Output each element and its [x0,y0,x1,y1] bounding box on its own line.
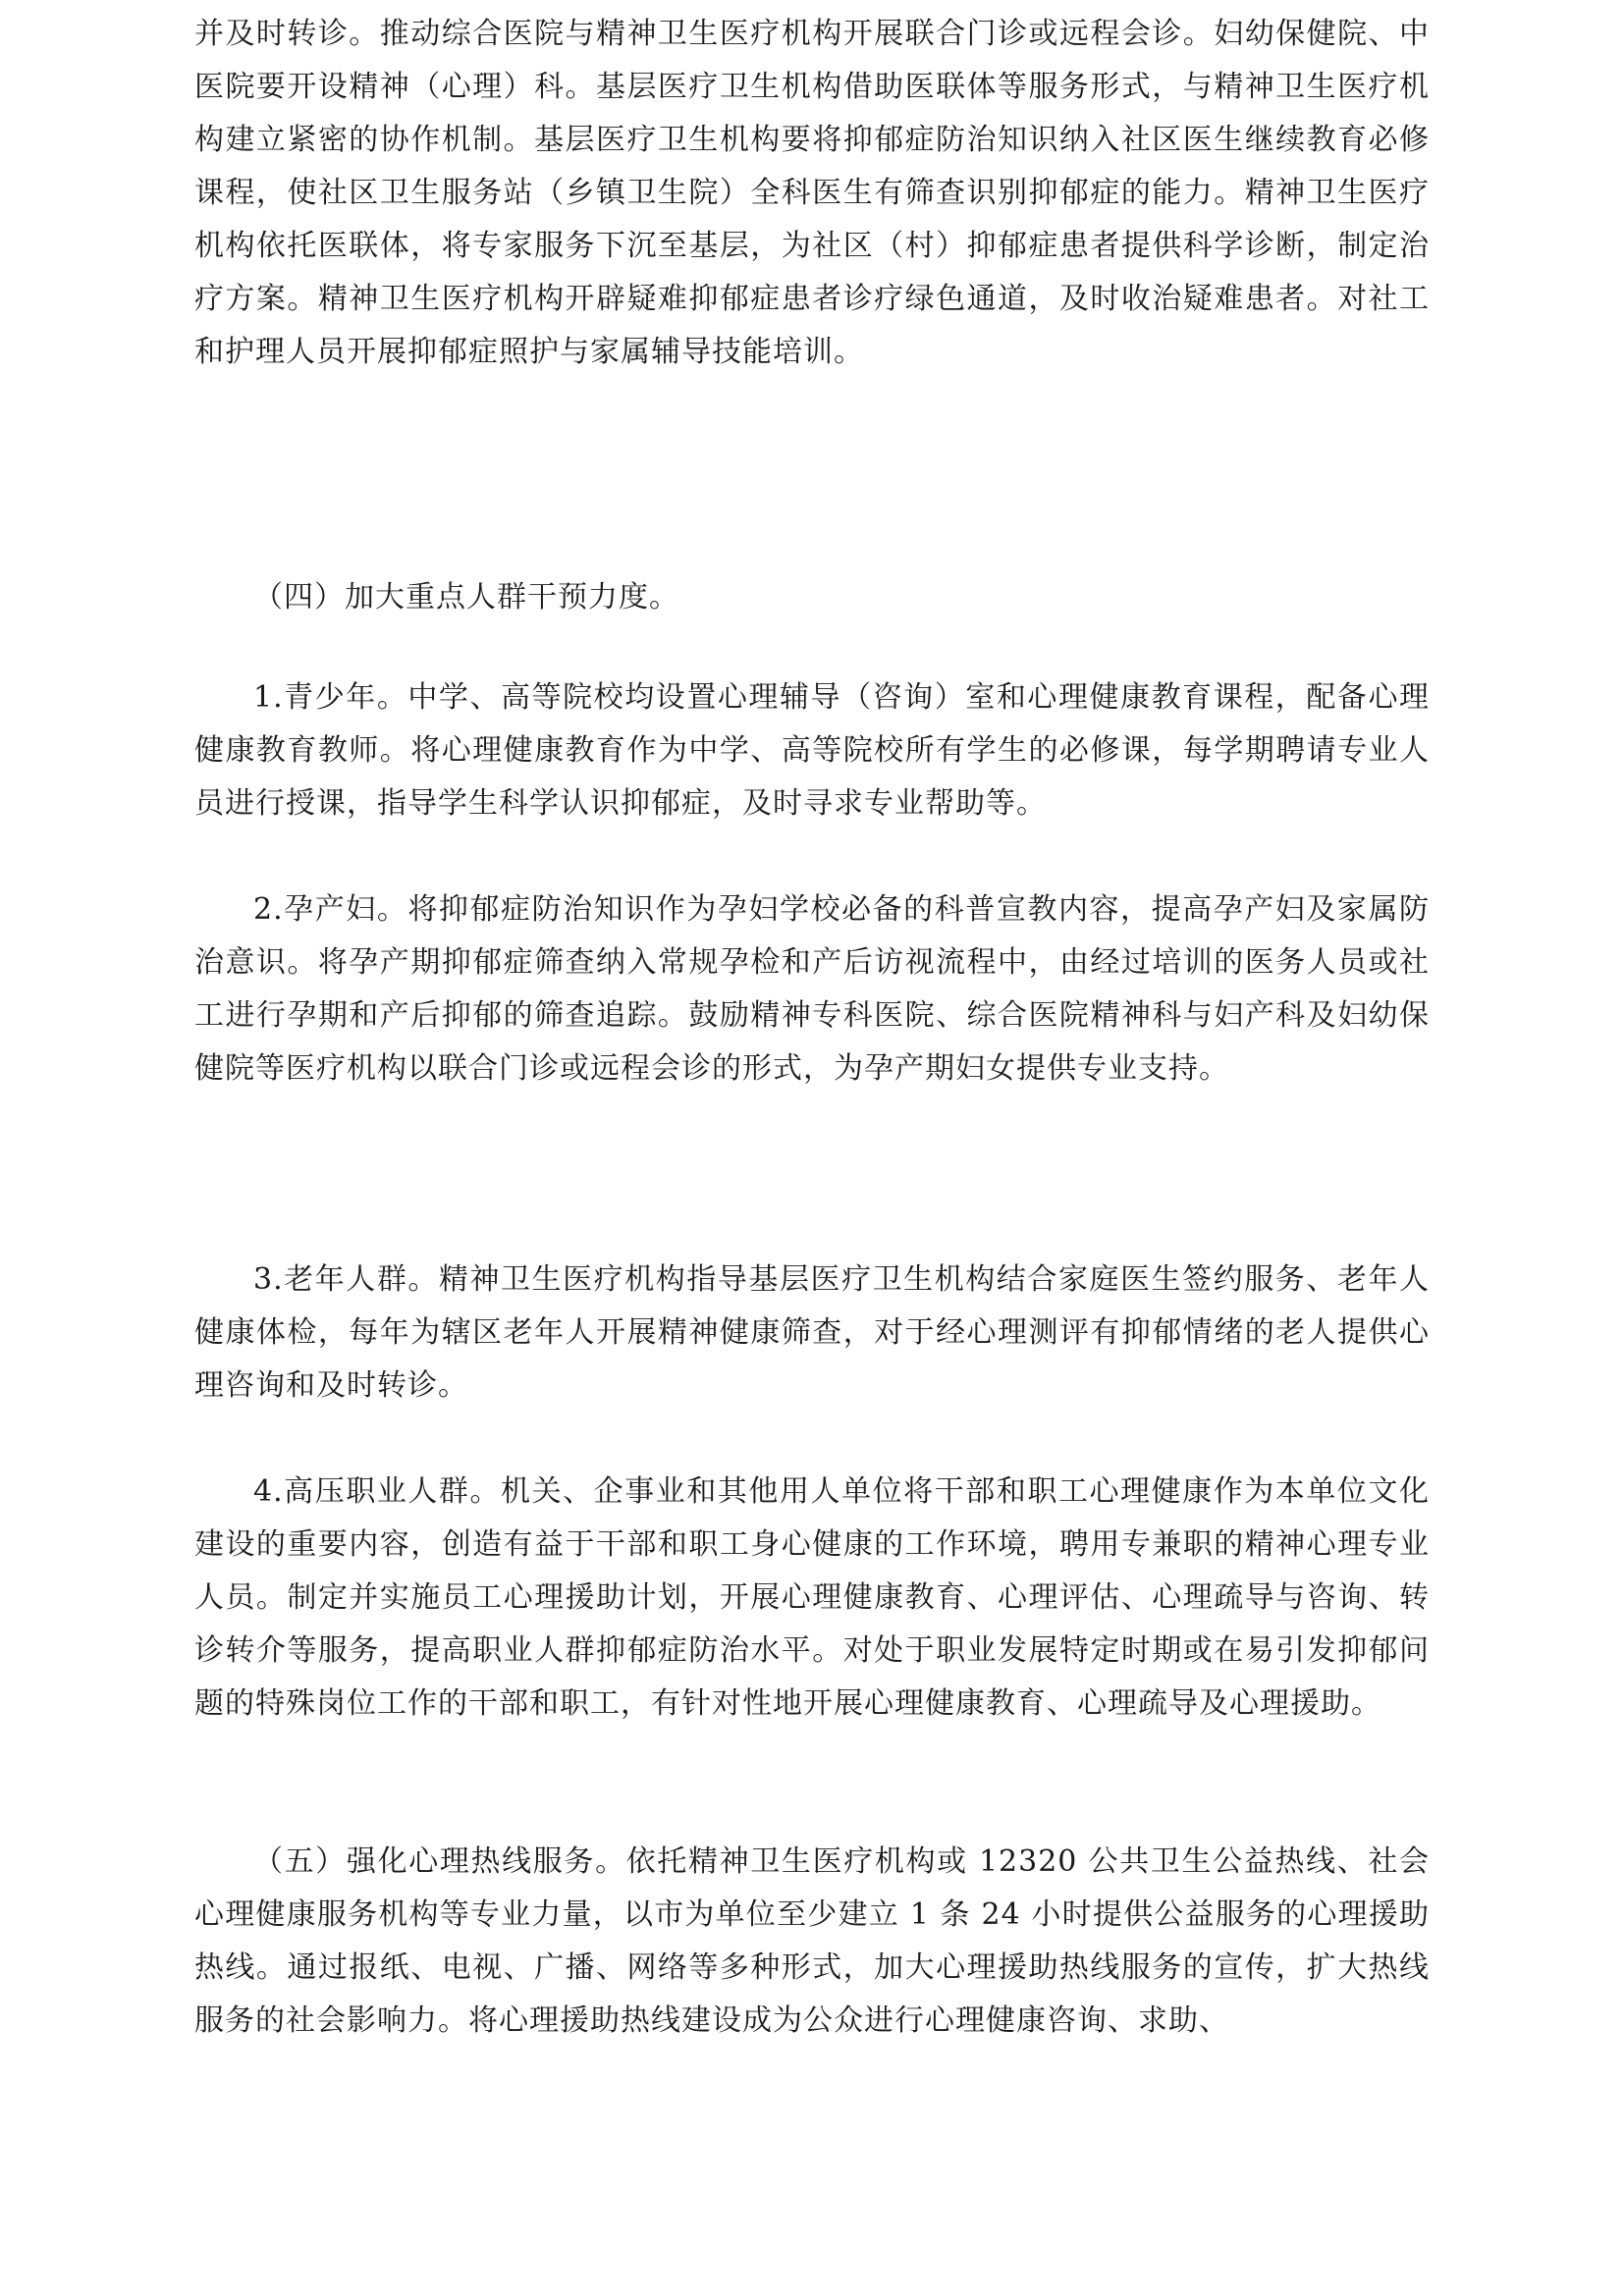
section-heading-four: （四）加大重点人群干预力度。 [253,580,679,614]
paragraph-elderly: 3.老年人群。精神卫生医疗机构指导基层医疗卫生机构结合家庭医生签约服务、老年人健康体检，每年为辖区老年人开展精神健康筛查，对于经心理测评有抑郁情绪的老人提供心理咨询和及时转诊。 [194,1262,1430,1403]
paragraph-pregnant-women: 2.孕产妇。将抑郁症防治知识作为孕妇学校必备的科普宣教内容，提高孕产妇及家属防治意识。将孕产期抑郁症筛查纳入常规孕检和产后访视流程中，由经过培训的医务人员或社工进行孕期和产后抑郁的筛查追踪。鼓励精神专科医院、综合医院精神科与妇产科及妇幼保健院等医疗机构以联合门诊或远程会诊的形式，为孕产期妇女提供专业支持。 [194,892,1430,1086]
paragraph-continuation: 并及时转诊。推动综合医院与精神卫生医疗机构开展联合门诊或远程会诊。妇幼保健院、中医院要开设精神（心理）科。基层医疗卫生机构借助医联体等服务形式，与精神卫生医疗机构建立紧密的协作机制。基层医疗卫生机构要将抑郁症防治知识纳入社区医生继续教育必修课程，使社区卫生服务站（乡镇卫生院）全科医生有筛查识别抑郁症的能力。精神卫生医疗机构依托医联体，将专家服务下沉至基层，为社区（村）抑郁症患者提供科学诊断，制定治疗方案。精神卫生医疗机构开辟疑难抑郁症患者诊疗绿色通道，及时收治疑难患者。对社工和护理人员开展抑郁症照护与家属辅导技能培训。 [194,17,1430,369]
paragraph-youth: 1.青少年。中学、高等院校均设置心理辅导（咨询）室和心理健康教育课程，配备心理健康教育教师。将心理健康教育作为中学、高等院校所有学生的必修课，每学期聘请专业人员进行授课，指导学生科学认识抑郁症，及时寻求专业帮助等。 [194,680,1430,821]
paragraph-high-pressure-occupations: 4.高压职业人群。机关、企事业和其他用人单位将干部和职工心理健康作为本单位文化建设的重要内容，创造有益于干部和职工身心健康的工作环境，聘用专兼职的精神心理专业人员。制定并实施员工心理援助计划，开展心理健康教育、心理评估、心理疏导与咨询、转诊转介等服务，提高职业人群抑郁症防治水平。对处于职业发展特定时期或在易引发抑郁问题的特殊岗位工作的干部和职工，有针对性地开展心理健康教育、心理疏导及心理援助。 [194,1474,1430,1721]
section-heading-five-hotline: （五）强化心理热线服务。依托精神卫生医疗机构或 12320 公共卫生公益热线、社会心理健康服务机构等专业力量，以市为单位至少建立 1 条 24 小时提供公益服务的心理援助热线。通过报纸、电视、广播、网络等多种形式，加大心理援助热线服务的宣传，扩大热线服务的社会影响力。将心理援助热线建设成为公众进行心理健康咨询、求助、 [194,1844,1430,2038]
